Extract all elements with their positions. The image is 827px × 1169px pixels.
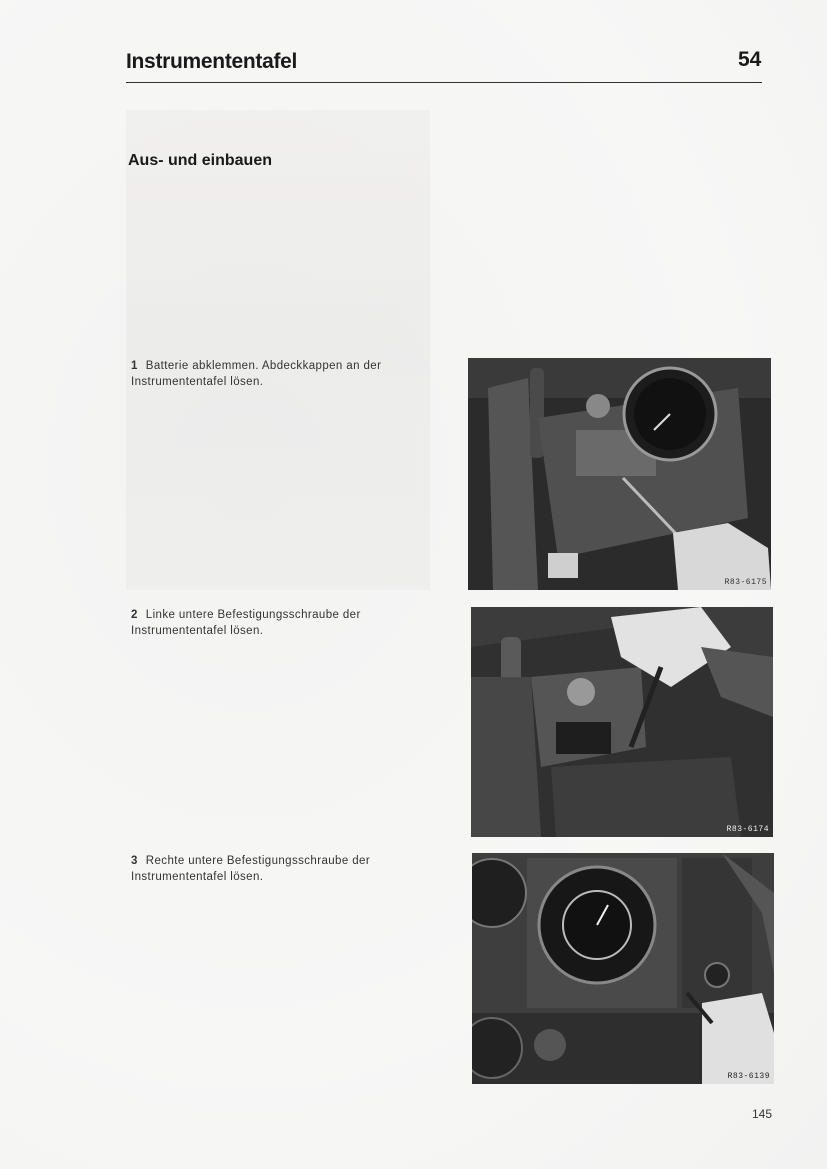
step-2-photo (471, 607, 773, 837)
step-3-photo (472, 853, 774, 1084)
step-number: 3 (131, 855, 138, 867)
right-screw-photo (472, 853, 774, 1084)
section-title: Aus- und einbauen (128, 152, 272, 169)
chapter-number: 54 (738, 48, 762, 71)
dashboard-cover-photo (468, 358, 771, 590)
step-text: Linke untere Befestigungsschraube der Instrumententafel lösen. (131, 609, 361, 637)
step-1 (131, 358, 431, 390)
step-number: 1 (131, 360, 138, 372)
left-screw-photo (471, 607, 773, 837)
step-2 (131, 607, 431, 639)
photo-reference: R83-6175 (724, 578, 767, 587)
step-1-photo (468, 358, 771, 590)
header-rule (126, 82, 762, 83)
photo-reference: R83-6174 (726, 825, 769, 834)
step-3 (131, 853, 431, 885)
show-through-shadow (126, 110, 430, 590)
page-title: Instrumententafel (126, 50, 298, 73)
page-number: 145 (752, 1107, 773, 1121)
photo-reference: R83-6139 (727, 1072, 770, 1081)
step-text: Rechte untere Befestigungsschraube der Instrumententafel lösen. (131, 855, 371, 883)
step-number: 2 (131, 609, 138, 621)
step-text: Batterie abklemmen. Abdeckkappen an der Instrumententafel lösen. (131, 360, 382, 388)
